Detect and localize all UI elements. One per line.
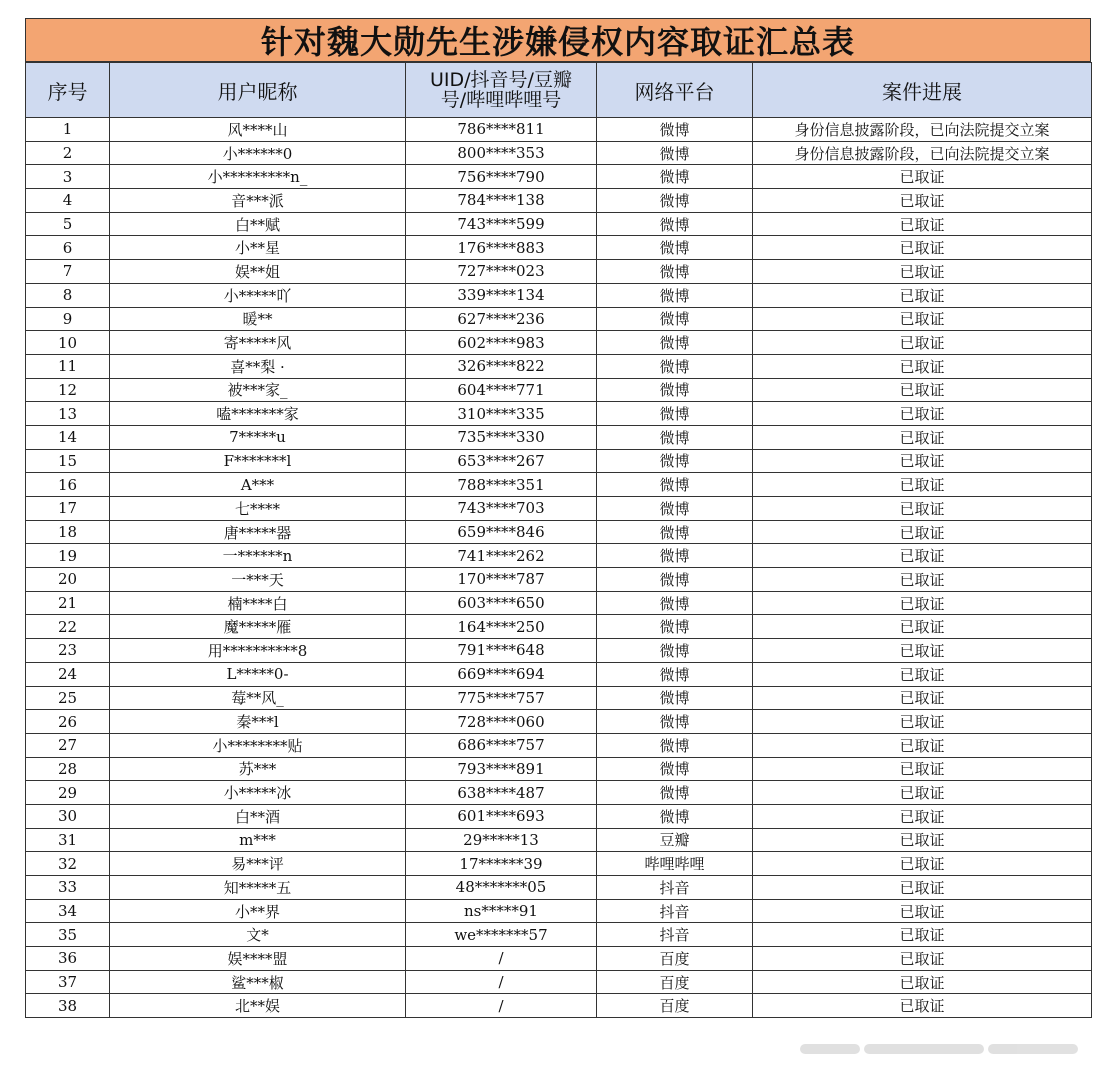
cell-index: 3 [26, 165, 110, 189]
cell-progress: 已取证 [753, 757, 1092, 781]
table-row [26, 212, 1092, 236]
cell-platform: 微博 [597, 781, 753, 805]
cell-index: 26 [26, 710, 110, 734]
cell-nickname: 喜**梨 · [110, 354, 406, 378]
cell-progress: 已取证 [753, 165, 1092, 189]
table-row [26, 497, 1092, 521]
cell-index: 30 [26, 804, 110, 828]
cell-platform: 微博 [597, 639, 753, 663]
cell-index: 6 [26, 236, 110, 260]
cell-uid: 604****771 [406, 378, 597, 402]
cell-index: 32 [26, 852, 110, 876]
cell-progress: 已取证 [753, 378, 1092, 402]
cell-nickname: 魔*****雁 [110, 615, 406, 639]
table-body [26, 118, 1092, 1018]
cell-index: 11 [26, 354, 110, 378]
cell-uid: 784****138 [406, 189, 597, 213]
table-row [26, 354, 1092, 378]
cell-index: 37 [26, 970, 110, 994]
cell-uid: 659****846 [406, 520, 597, 544]
cell-progress: 已取证 [753, 639, 1092, 663]
cell-index: 33 [26, 876, 110, 900]
cell-nickname: 7*****u [110, 425, 406, 449]
table-row [26, 591, 1092, 615]
table-row [26, 733, 1092, 757]
cell-nickname: 北**娱 [110, 994, 406, 1018]
cell-nickname: 一******n [110, 544, 406, 568]
cell-uid: 48*******05 [406, 876, 597, 900]
cell-nickname: L*****0- [110, 662, 406, 686]
cell-progress: 已取证 [753, 710, 1092, 734]
cell-progress: 已取证 [753, 449, 1092, 473]
cell-platform: 微博 [597, 331, 753, 355]
cell-uid: 786****811 [406, 118, 597, 142]
cell-nickname: 娱**姐 [110, 260, 406, 284]
cell-progress: 已取证 [753, 236, 1092, 260]
cell-platform: 微博 [597, 425, 753, 449]
cell-uid: 17******39 [406, 852, 597, 876]
cell-progress: 已取证 [753, 662, 1092, 686]
cell-progress: 已取证 [753, 923, 1092, 947]
cell-uid: we*******57 [406, 923, 597, 947]
cell-uid: 627****236 [406, 307, 597, 331]
cell-nickname: 秦***l [110, 710, 406, 734]
cell-platform: 微博 [597, 449, 753, 473]
cell-progress: 已取证 [753, 804, 1092, 828]
cell-platform: 微博 [597, 307, 753, 331]
cell-index: 2 [26, 141, 110, 165]
table-row [26, 804, 1092, 828]
cell-nickname: 易***评 [110, 852, 406, 876]
cell-progress: 已取证 [753, 544, 1092, 568]
cell-platform: 抖音 [597, 899, 753, 923]
cell-platform: 微博 [597, 591, 753, 615]
table-row [26, 189, 1092, 213]
header-uid-line2: 号/哔哩哔哩号 [440, 89, 562, 111]
cell-nickname: 鲨***椒 [110, 970, 406, 994]
cell-platform: 微博 [597, 568, 753, 592]
cell-index: 36 [26, 947, 110, 971]
cell-platform: 微博 [597, 354, 753, 378]
cell-platform: 微博 [597, 804, 753, 828]
table-row [26, 757, 1092, 781]
cell-progress: 已取证 [753, 899, 1092, 923]
header-uid-line1: UID/抖音号/豆瓣 [430, 69, 572, 91]
cell-nickname: 寄*****风 [110, 331, 406, 355]
header-platform: 网络平台 [597, 63, 753, 118]
cell-nickname: 娱****盟 [110, 947, 406, 971]
cell-progress: 已取证 [753, 189, 1092, 213]
cell-index: 8 [26, 283, 110, 307]
cell-platform: 微博 [597, 757, 753, 781]
watermark-bar [800, 1044, 860, 1054]
cell-progress: 已取证 [753, 828, 1092, 852]
cell-index: 9 [26, 307, 110, 331]
cell-platform: 微博 [597, 473, 753, 497]
cell-index: 10 [26, 331, 110, 355]
cell-progress: 已取证 [753, 260, 1092, 284]
cell-uid: 170****787 [406, 568, 597, 592]
cell-uid: 775****757 [406, 686, 597, 710]
table-row [26, 662, 1092, 686]
cell-uid: 310****335 [406, 402, 597, 426]
cell-index: 18 [26, 520, 110, 544]
cell-platform: 微博 [597, 189, 753, 213]
cell-nickname: 暖** [110, 307, 406, 331]
table-row [26, 520, 1092, 544]
cell-progress: 已取证 [753, 568, 1092, 592]
cell-uid: 669****694 [406, 662, 597, 686]
cell-uid: 800****353 [406, 141, 597, 165]
cell-progress: 已取证 [753, 212, 1092, 236]
cell-index: 25 [26, 686, 110, 710]
cell-nickname: 音***派 [110, 189, 406, 213]
cell-progress: 已取证 [753, 331, 1092, 355]
cell-uid: 756****790 [406, 165, 597, 189]
cell-nickname: m*** [110, 828, 406, 852]
cell-nickname: 小*********n_ [110, 165, 406, 189]
cell-nickname: 小******0 [110, 141, 406, 165]
cell-nickname: 莓**风_ [110, 686, 406, 710]
cell-progress: 已取证 [753, 876, 1092, 900]
cell-progress: 已取证 [753, 283, 1092, 307]
table-row [26, 828, 1092, 852]
header-progress: 案件进展 [753, 63, 1092, 118]
cell-uid: 326****822 [406, 354, 597, 378]
cell-nickname: 文* [110, 923, 406, 947]
cell-nickname: 一***天 [110, 568, 406, 592]
table-row [26, 947, 1092, 971]
cell-nickname: 被***家_ [110, 378, 406, 402]
cell-platform: 微博 [597, 497, 753, 521]
table-row [26, 639, 1092, 663]
cell-uid: 727****023 [406, 260, 597, 284]
cell-uid: 793****891 [406, 757, 597, 781]
table-row [26, 283, 1092, 307]
cell-nickname: 小*****吖 [110, 283, 406, 307]
cell-progress: 已取证 [753, 520, 1092, 544]
cell-progress: 已取证 [753, 994, 1092, 1018]
cell-uid: 176****883 [406, 236, 597, 260]
table-row [26, 568, 1092, 592]
header-nickname: 用户昵称 [110, 63, 406, 118]
table-row [26, 307, 1092, 331]
cell-uid: 602****983 [406, 331, 597, 355]
watermark-bar [864, 1044, 984, 1054]
cell-progress: 已取证 [753, 473, 1092, 497]
cell-platform: 微博 [597, 662, 753, 686]
cell-nickname: 小********贴 [110, 733, 406, 757]
cell-platform: 微博 [597, 520, 753, 544]
cell-uid: 743****599 [406, 212, 597, 236]
watermark-logo [800, 1034, 1100, 1064]
cell-index: 20 [26, 568, 110, 592]
cell-nickname: 唐*****器 [110, 520, 406, 544]
cell-nickname: 白**酒 [110, 804, 406, 828]
cell-index: 28 [26, 757, 110, 781]
cell-nickname: 小*****冰 [110, 781, 406, 805]
cell-uid: 638****487 [406, 781, 597, 805]
table-row [26, 544, 1092, 568]
cell-index: 21 [26, 591, 110, 615]
cell-uid: 741****262 [406, 544, 597, 568]
table-row [26, 165, 1092, 189]
table-row [26, 331, 1092, 355]
cell-index: 16 [26, 473, 110, 497]
cell-index: 29 [26, 781, 110, 805]
cell-uid: 603****650 [406, 591, 597, 615]
cell-progress: 已取证 [753, 497, 1092, 521]
cell-nickname: F*******l [110, 449, 406, 473]
table-row [26, 260, 1092, 284]
table-row [26, 994, 1092, 1018]
cell-index: 27 [26, 733, 110, 757]
cell-uid: 735****330 [406, 425, 597, 449]
table-row [26, 141, 1092, 165]
cell-nickname: 嗑*******家 [110, 402, 406, 426]
cell-index: 34 [26, 899, 110, 923]
header-row [26, 63, 1092, 118]
table-row [26, 686, 1092, 710]
cell-uid: 791****648 [406, 639, 597, 663]
cell-index: 23 [26, 639, 110, 663]
cell-index: 24 [26, 662, 110, 686]
cell-progress: 已取证 [753, 686, 1092, 710]
cell-platform: 百度 [597, 994, 753, 1018]
table-row [26, 473, 1092, 497]
cell-index: 4 [26, 189, 110, 213]
cell-uid: 339****134 [406, 283, 597, 307]
cell-nickname: A*** [110, 473, 406, 497]
table-row [26, 118, 1092, 142]
cell-uid: 29*****13 [406, 828, 597, 852]
cell-uid: 728****060 [406, 710, 597, 734]
cell-progress: 已取证 [753, 615, 1092, 639]
cell-platform: 微博 [597, 141, 753, 165]
table-header [26, 63, 1092, 118]
cell-progress: 已取证 [753, 354, 1092, 378]
cell-uid: 686****757 [406, 733, 597, 757]
cell-platform: 抖音 [597, 923, 753, 947]
cell-platform: 微博 [597, 165, 753, 189]
cell-uid: 601****693 [406, 804, 597, 828]
table-row [26, 710, 1092, 734]
cell-platform: 微博 [597, 544, 753, 568]
cell-nickname: 小**星 [110, 236, 406, 260]
cell-platform: 微博 [597, 686, 753, 710]
cell-platform: 微博 [597, 118, 753, 142]
cell-uid: 653****267 [406, 449, 597, 473]
cell-nickname: 风****山 [110, 118, 406, 142]
cell-index: 13 [26, 402, 110, 426]
cell-nickname: 用**********8 [110, 639, 406, 663]
table-row [26, 425, 1092, 449]
cell-platform: 微博 [597, 260, 753, 284]
cell-uid: ns*****91 [406, 899, 597, 923]
cell-progress: 已取证 [753, 402, 1092, 426]
cell-nickname: 知*****五 [110, 876, 406, 900]
table-row [26, 970, 1092, 994]
cell-nickname: 七**** [110, 497, 406, 521]
cell-index: 14 [26, 425, 110, 449]
cell-platform: 抖音 [597, 876, 753, 900]
table-row [26, 876, 1092, 900]
table-row [26, 378, 1092, 402]
header-uid [406, 63, 597, 118]
table-row [26, 899, 1092, 923]
cell-nickname: 楠****白 [110, 591, 406, 615]
cell-platform: 豆瓣 [597, 828, 753, 852]
sheet-title: 针对魏大勋先生涉嫌侵权内容取证汇总表 [25, 18, 1091, 62]
cell-uid: 743****703 [406, 497, 597, 521]
cell-platform: 微博 [597, 733, 753, 757]
cell-index: 7 [26, 260, 110, 284]
cell-platform: 微博 [597, 710, 753, 734]
cell-index: 19 [26, 544, 110, 568]
cell-index: 1 [26, 118, 110, 142]
table-row [26, 923, 1092, 947]
evidence-summary-sheet [25, 18, 1091, 1018]
cell-progress: 已取证 [753, 781, 1092, 805]
cell-platform: 百度 [597, 970, 753, 994]
cell-platform: 微博 [597, 212, 753, 236]
table-row [26, 236, 1092, 260]
cell-platform: 哔哩哔哩 [597, 852, 753, 876]
table-row [26, 402, 1092, 426]
cell-index: 15 [26, 449, 110, 473]
header-index: 序号 [26, 63, 110, 118]
cell-progress: 已取证 [753, 947, 1092, 971]
table-row [26, 852, 1092, 876]
cell-platform: 微博 [597, 236, 753, 260]
cell-progress: 已取证 [753, 733, 1092, 757]
cell-platform: 百度 [597, 947, 753, 971]
watermark-bar [988, 1044, 1078, 1054]
cell-uid: / [406, 947, 597, 971]
table-row [26, 781, 1092, 805]
evidence-table [25, 62, 1092, 1018]
table-row [26, 615, 1092, 639]
cell-progress: 已取证 [753, 425, 1092, 449]
cell-platform: 微博 [597, 402, 753, 426]
cell-index: 35 [26, 923, 110, 947]
cell-progress: 已取证 [753, 852, 1092, 876]
cell-progress: 身份信息披露阶段，已向法院提交立案 [753, 141, 1092, 165]
cell-index: 17 [26, 497, 110, 521]
cell-index: 31 [26, 828, 110, 852]
cell-uid: 164****250 [406, 615, 597, 639]
cell-nickname: 小**界 [110, 899, 406, 923]
cell-nickname: 白**赋 [110, 212, 406, 236]
cell-nickname: 苏*** [110, 757, 406, 781]
cell-uid: 788****351 [406, 473, 597, 497]
cell-platform: 微博 [597, 283, 753, 307]
cell-index: 22 [26, 615, 110, 639]
cell-index: 12 [26, 378, 110, 402]
cell-progress: 已取证 [753, 307, 1092, 331]
cell-platform: 微博 [597, 615, 753, 639]
cell-progress: 身份信息披露阶段，已向法院提交立案 [753, 118, 1092, 142]
cell-index: 38 [26, 994, 110, 1018]
cell-uid: / [406, 994, 597, 1018]
cell-progress: 已取证 [753, 591, 1092, 615]
cell-progress: 已取证 [753, 970, 1092, 994]
cell-index: 5 [26, 212, 110, 236]
cell-uid: / [406, 970, 597, 994]
table-row [26, 449, 1092, 473]
cell-platform: 微博 [597, 378, 753, 402]
